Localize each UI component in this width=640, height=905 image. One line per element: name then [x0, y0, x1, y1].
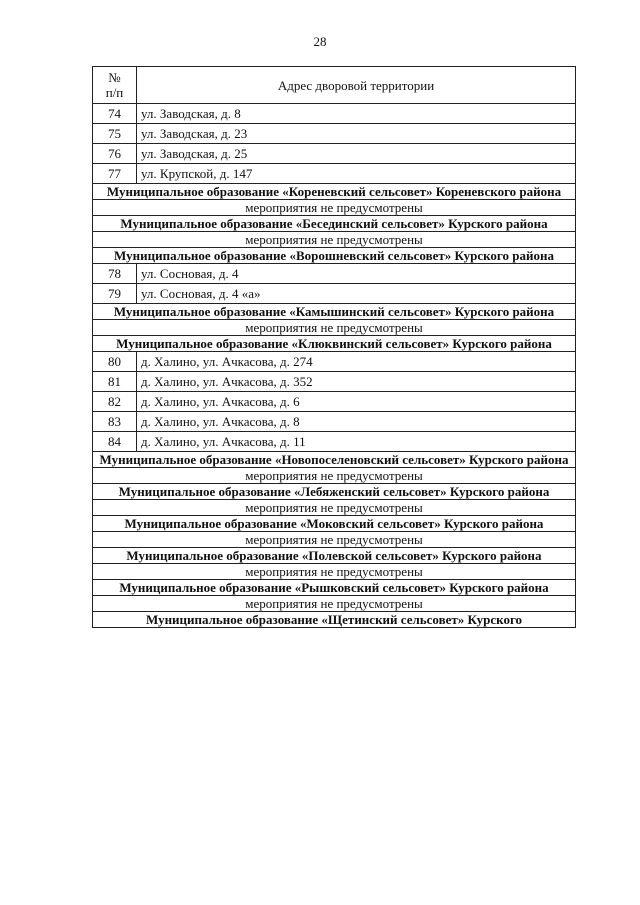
row-address: ул. Заводская, д. 8: [137, 104, 576, 124]
no-measures-row: [93, 468, 576, 484]
municipality-heading-row: [93, 336, 576, 352]
row-address: ул. Заводская, д. 25: [137, 144, 576, 164]
table-row: [93, 432, 576, 452]
page-number: 28: [313, 34, 327, 49]
no-measures-note: мероприятия не предусмотрены: [93, 232, 576, 248]
municipality-heading-row: [93, 304, 576, 320]
row-number: 84: [93, 432, 137, 452]
no-measures-note: мероприятия не предусмотрены: [93, 532, 576, 548]
row-address: д. Халино, ул. Ачкасова, д. 352: [137, 372, 576, 392]
municipality-heading-row: [93, 484, 576, 500]
table-row: [93, 392, 576, 412]
row-address: ул. Сосновая, д. 4 «а»: [137, 284, 576, 304]
no-measures-note: мероприятия не предусмотрены: [93, 500, 576, 516]
table-row: [93, 284, 576, 304]
municipality-heading-row: [93, 548, 576, 564]
row-address: д. Халино, ул. Ачкасова, д. 274: [137, 352, 576, 372]
municipality-heading-row: [93, 184, 576, 200]
address-table: [92, 66, 576, 628]
no-measures-row: [93, 596, 576, 612]
row-number: 79: [93, 284, 137, 304]
row-address: д. Халино, ул. Ачкасова, д. 11: [137, 432, 576, 452]
row-address: ул. Крупской, д. 147: [137, 164, 576, 184]
municipality-heading: Муниципальное образование «Камышинский сельсовет» Курского района: [93, 304, 576, 320]
row-number: 77: [93, 164, 137, 184]
number-header-abbrev: п/п: [105, 85, 124, 100]
table-row: [93, 264, 576, 284]
row-number: 76: [93, 144, 137, 164]
table-row: [93, 164, 576, 184]
row-address: ул. Сосновая, д. 4: [137, 264, 576, 284]
address-column-header: Адрес дворовой территории: [137, 67, 576, 104]
municipality-heading: Муниципальное образование «Бесединский сельсовет» Курского района: [93, 216, 576, 232]
municipality-heading-row: [93, 248, 576, 264]
municipality-heading-row: [93, 516, 576, 532]
no-measures-row: [93, 320, 576, 336]
table-row: [93, 372, 576, 392]
no-measures-row: [93, 200, 576, 216]
municipality-heading-row: [93, 580, 576, 596]
municipality-heading: Муниципальное образование «Полевской сельсовет» Курского района: [93, 548, 576, 564]
municipality-heading: Муниципальное образование «Моковский сельсовет» Курского района: [93, 516, 576, 532]
municipality-heading: Муниципальное образование «Лебяженский сельсовет» Курского района: [93, 484, 576, 500]
no-measures-note: мероприятия не предусмотрены: [93, 596, 576, 612]
municipality-heading-row: [93, 452, 576, 468]
no-measures-row: [93, 532, 576, 548]
row-address: д. Халино, ул. Ачкасова, д. 6: [137, 392, 576, 412]
row-number: 81: [93, 372, 137, 392]
municipality-heading-row: [93, 612, 576, 628]
no-measures-note: мероприятия не предусмотрены: [93, 468, 576, 484]
row-number: 75: [93, 124, 137, 144]
number-header-symbol: №: [108, 70, 121, 85]
row-number: 74: [93, 104, 137, 124]
municipality-heading: Муниципальное образование «Кореневский сельсовет» Кореневского района: [93, 184, 576, 200]
no-measures-note: мероприятия не предусмотрены: [93, 200, 576, 216]
row-address: д. Халино, ул. Ачкасова, д. 8: [137, 412, 576, 432]
no-measures-row: [93, 500, 576, 516]
table-row: [93, 104, 576, 124]
table-row: [93, 352, 576, 372]
table-row: [93, 412, 576, 432]
table-row: [93, 124, 576, 144]
municipality-heading: Муниципальное образование «Щетинский сельсовет» Курского: [93, 612, 576, 628]
row-number: 80: [93, 352, 137, 372]
table-header-row: [93, 67, 576, 104]
table-row: [93, 144, 576, 164]
no-measures-note: мероприятия не предусмотрены: [93, 320, 576, 336]
no-measures-row: [93, 232, 576, 248]
table-body: [93, 104, 576, 628]
no-measures-note: мероприятия не предусмотрены: [93, 564, 576, 580]
row-address: ул. Заводская, д. 23: [137, 124, 576, 144]
row-number: 83: [93, 412, 137, 432]
municipality-heading: Муниципальное образование «Рышковский сельсовет» Курского района: [93, 580, 576, 596]
municipality-heading: Муниципальное образование «Новопоселеновский сельсовет» Курского района: [93, 452, 576, 468]
municipality-heading: Муниципальное образование «Клюквинский сельсовет» Курского района: [93, 336, 576, 352]
no-measures-row: [93, 564, 576, 580]
row-number: 78: [93, 264, 137, 284]
municipality-heading-row: [93, 216, 576, 232]
number-column-header: [93, 67, 137, 104]
municipality-heading: Муниципальное образование «Ворошневский сельсовет» Курского района: [93, 248, 576, 264]
row-number: 82: [93, 392, 137, 412]
